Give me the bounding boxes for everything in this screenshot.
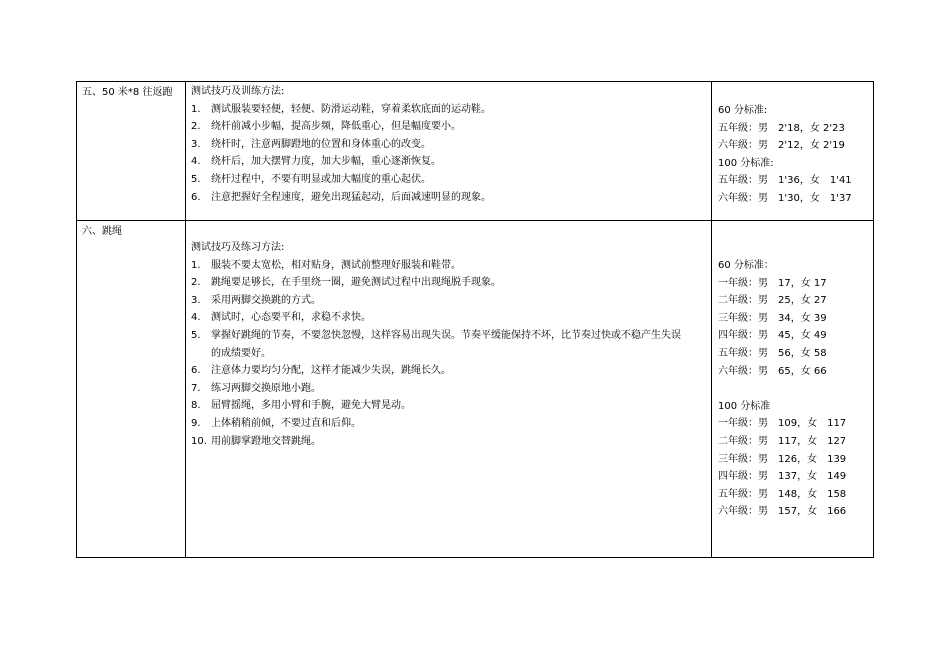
standard-line: 二年级：男 25，女 27 — [718, 295, 827, 307]
standard-line: 六年级：男 65，女 66 — [718, 365, 827, 377]
standard-line: 二年级：男 117，女 127 — [718, 435, 847, 447]
standard-title: 100 分标准 — [718, 400, 771, 412]
method-title: 测试技巧及训练方法: — [191, 86, 285, 97]
list-item: 5. 绕杆过程中，不要有明显或加大幅度的重心起伏。 — [191, 173, 431, 185]
method-cell — [186, 221, 712, 558]
method-title: 测试技巧及练习方法: — [191, 242, 285, 253]
list-item: 2. 绕杆前减小步幅，提高步频，降低重心，但是幅度要小。 — [191, 121, 461, 133]
list-item: 6. 注意把握好全程速度，避免出现猛起动，后面减速明显的现象。 — [191, 191, 491, 203]
list-item: 9. 上体稍稍前倾，不要过直和后仰。 — [191, 417, 361, 429]
standard-line: 三年级：男 126，女 139 — [718, 453, 847, 465]
standard-line: 一年级：男 109，女 117 — [718, 418, 847, 430]
standard-line: 五年级：男 2'18，女 2'23 — [718, 122, 845, 134]
list-item: 1. 服装不要太宽松，相对贴身，测试前整理好服装和鞋带。 — [191, 259, 461, 271]
method-cell — [186, 82, 712, 221]
table-row — [77, 221, 874, 558]
standard-line: 六年级：男 157，女 166 — [718, 506, 847, 518]
standard-line: 一年级：男 17，女 17 — [718, 277, 827, 289]
list-item: 1. 测试服装要轻便，轻便、防滑运动鞋，穿着柔软底面的运动鞋。 — [191, 103, 491, 115]
standards-cell — [712, 221, 874, 558]
list-item: 8. 屈臂摇绳，多用小臂和手腕，避免大臂晃动。 — [191, 400, 411, 412]
list-item: 10. 用前脚掌蹬地交替跳绳。 — [191, 435, 321, 447]
table-row — [77, 82, 874, 221]
list-item: 4. 绕杆后，加大摆臂力度，加大步幅，重心逐渐恢复。 — [191, 156, 441, 168]
list-item: 3. 绕杆时，注意两脚蹬地的位置和身体重心的改变。 — [191, 138, 431, 150]
standard-line: 六年级：男 1'30，女 1'37 — [718, 192, 852, 204]
category-label: 六、跳绳 — [82, 226, 122, 237]
list-item: 7. 练习两脚交换原地小跑。 — [191, 382, 321, 394]
standard-line: 三年级：男 34，女 39 — [718, 312, 827, 324]
standard-title: 60 分标准： — [718, 260, 774, 271]
spacer — [718, 380, 873, 398]
standards-cell — [712, 82, 874, 221]
list-item: 4. 测试时，心态要平和，求稳不求快。 — [191, 312, 371, 324]
standard-line: 六年级：男 2'12，女 2'19 — [718, 140, 845, 152]
standard-line: 四年级：男 137，女 149 — [718, 471, 847, 483]
standard-line: 四年级：男 45，女 49 — [718, 330, 827, 342]
list-item: 2. 跳绳要足够长，在手里绕一圈，避免测试过程中出现绳脱手现象。 — [191, 277, 501, 289]
standard-line: 五年级：男 56，女 58 — [718, 347, 827, 359]
category-label: 五、50 米*8 往返跑 — [82, 87, 173, 98]
standard-title: 100 分标准: — [718, 157, 774, 169]
category-cell — [77, 82, 186, 221]
list-item: 5. 掌握好跳绳的节奏，不要忽快忽慢，这样容易出现失误。节奏平缓能保持不坏，比节奏过快或不稳产生失误的成绩要好。 — [191, 329, 681, 359]
list-item: 3. 采用两脚交换跳的方式。 — [191, 294, 321, 306]
list-item: 6. 注意体力要均匀分配，这样才能减少失误，跳绳长久。 — [191, 365, 451, 377]
standard-line: 五年级：男 1'36，女 1'41 — [718, 175, 852, 187]
fitness-test-table — [76, 81, 874, 558]
standard-line: 五年级：男 148，女 158 — [718, 488, 847, 500]
category-cell — [77, 221, 186, 558]
standard-title: 60 分标准: — [718, 105, 768, 116]
